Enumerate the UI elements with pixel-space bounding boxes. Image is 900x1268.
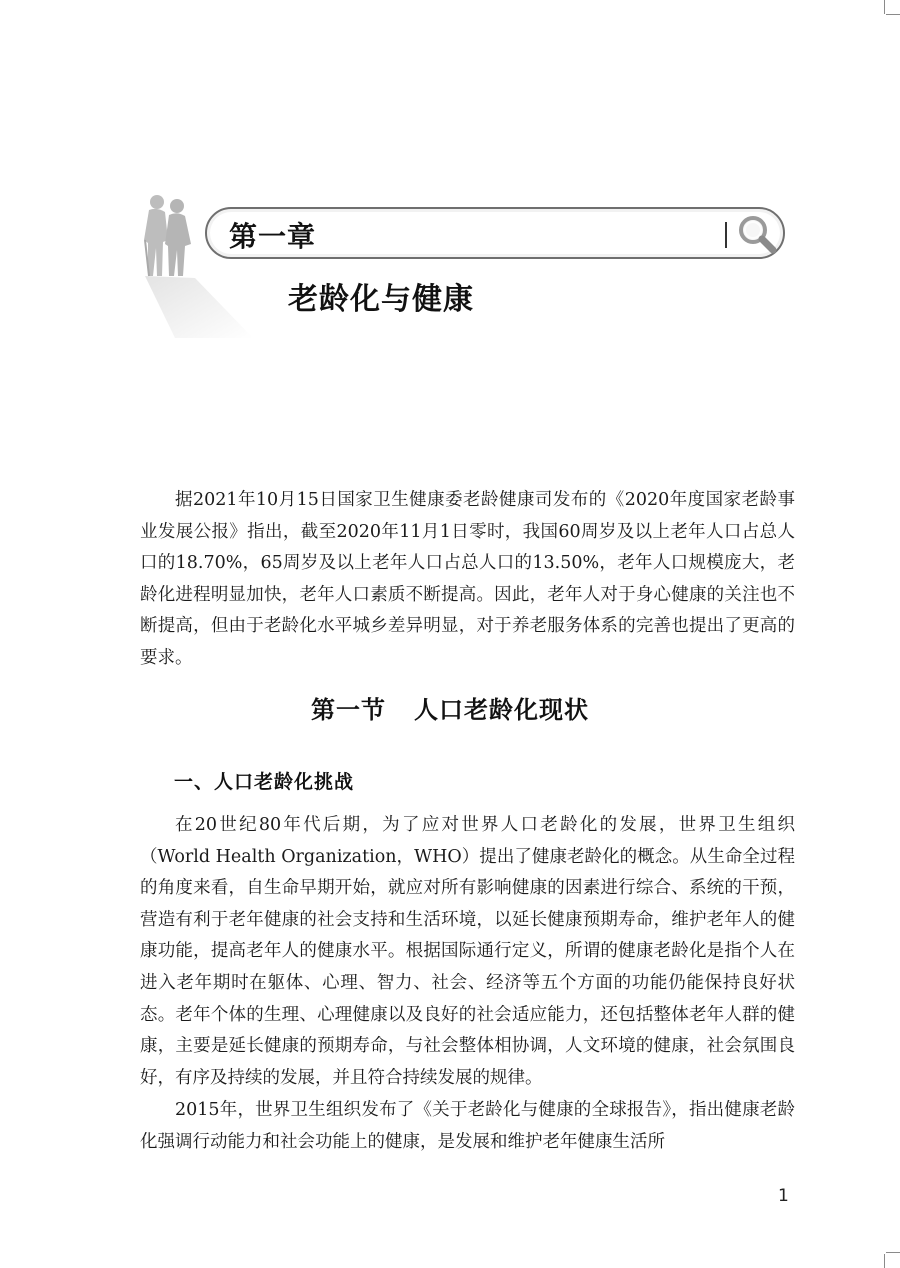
chapter-title: 老龄化与健康	[288, 282, 474, 317]
section-heading	[0, 690, 900, 725]
intro-paragraph: 据2021年10月15日国家卫生健康委老龄健康司发布的《2020年度国家老龄事业发展公报》指出，截至2020年11月1日零时，我国60周岁及以上老年人口占总人口的18.70%，65周岁及以上老年人口占总人口的13.50%，老年人口规模庞大，老龄化进程明显加快，老年人口素质不断提高。因此，老年人对于身心健康的关注也不断提高，但由于老龄化水平城乡差异明显，对于养老服务体系的完善也提出了更高的要求。	[140, 490, 795, 668]
section-number: 第一节	[311, 696, 386, 724]
body-paragraph: 2015年，世界卫生组织发布了《关于老龄化与健康的全球报告》，指出健康老龄化强调行动能力和社会功能上的健康，是发展和维护老年健康生活所	[140, 1100, 795, 1152]
subsection-title: 一、人口老龄化挑战	[174, 771, 355, 793]
crop-mark-bottom	[884, 1254, 885, 1268]
chapter-header-bar	[205, 207, 785, 259]
crop-mark-right	[886, 14, 900, 15]
crop-mark-bottom-right	[886, 1252, 900, 1253]
crop-mark-top	[884, 0, 885, 14]
text-cursor	[725, 222, 727, 248]
chapter-label: 第一章	[229, 220, 317, 253]
body-paragraph: 在20世纪80年代后期，为了应对世界人口老龄化的发展，世界卫生组织（World Health Organization，WHO）提出了健康老龄化的概念。从生命全过程的角度来看，自生命早期开始，就应对所有影响健康的因素进行综合、系统的干预，营造有利于老年健康的社会支持和生活环境，以延长健康预期寿命，维护老年人的健康功能，提高老年人的健康水平。根据国际通行定义，所谓的健康老龄化是指个人在进入老年期时在躯体、心理、智力、社会、经济等五个方面的功能仍能保持良好状态。老年个体的生理、心理健康以及良好的社会适应能力，还包括整体老年人群的健康，主要是延长健康的预期寿命，与社会整体相协调，人文环境的健康，社会氛围良好，有序及持续的发展，并且符合持续发展的规律。	[140, 815, 795, 1088]
section-title: 人口老龄化现状	[414, 696, 589, 724]
magnifier-icon	[735, 212, 779, 256]
page-number: 1	[778, 1186, 789, 1206]
